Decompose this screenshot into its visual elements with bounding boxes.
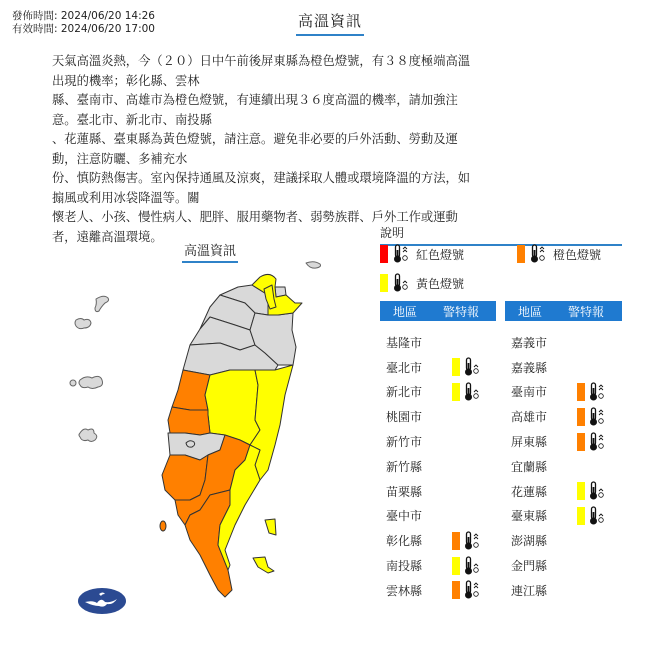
legend-red — [380, 244, 464, 264]
map-island-penghu-1[interactable] — [79, 376, 103, 388]
region-name: 新北市 — [386, 385, 423, 400]
thermometer-high-icon — [588, 382, 606, 402]
region-name: 宜蘭縣 — [511, 459, 548, 474]
warning-level-yellow — [452, 357, 487, 377]
header-warning: 警特報 — [568, 304, 605, 319]
description-line: 縣、臺南市、高雄市為橙色燈號，有連續出現３６度高溫的機率，請加強注意。臺北市、新北市、南投縣 — [52, 93, 458, 127]
region-row[interactable] — [386, 429, 496, 454]
region-row[interactable] — [511, 330, 621, 355]
region-name: 屏東縣 — [511, 435, 548, 450]
yellow-swatch — [452, 358, 460, 376]
warning-level-orange — [577, 432, 612, 452]
issued-time: 發佈時間: 2024/06/20 14:26 — [12, 10, 155, 22]
map-title: 高溫資訊 — [182, 240, 238, 263]
legend-orange — [517, 244, 601, 264]
map-island-penghu-2[interactable] — [70, 380, 76, 386]
orange-swatch — [452, 532, 460, 550]
region-row[interactable] — [386, 330, 496, 355]
map-island-kinmen-2[interactable] — [75, 319, 91, 329]
header-warning: 警特報 — [443, 304, 480, 319]
region-row[interactable] — [511, 553, 621, 578]
region-row[interactable] — [386, 479, 496, 504]
region-name: 花蓮縣 — [511, 484, 548, 499]
region-row[interactable] — [511, 578, 621, 603]
valid-time: 有效時間: 2024/06/20 17:00 — [12, 23, 155, 35]
region-name: 南投縣 — [386, 559, 423, 574]
region-row[interactable] — [511, 504, 621, 529]
region-name: 彰化縣 — [386, 534, 423, 549]
header-region: 地區 — [518, 304, 543, 319]
orange-swatch — [517, 245, 525, 263]
region-name: 新竹市 — [386, 435, 423, 450]
thermometer-icon — [463, 556, 481, 576]
map-island-matsu[interactable] — [306, 262, 321, 268]
yellow-swatch — [380, 274, 388, 292]
warning-level-orange — [577, 382, 612, 402]
region-name: 嘉義市 — [511, 335, 548, 350]
legend-title: 說明 — [380, 224, 622, 246]
warning-level-orange — [452, 531, 487, 551]
region-row[interactable] — [386, 355, 496, 380]
thermometer-icon — [463, 357, 481, 377]
region-row[interactable] — [511, 380, 621, 405]
region-row[interactable] — [386, 553, 496, 578]
legend-red-label: 紅色燈號 — [416, 247, 465, 262]
region-row[interactable] — [511, 404, 621, 429]
warning-level-yellow — [452, 556, 487, 576]
page-title: 高溫資訊 — [296, 10, 364, 36]
orange-swatch — [577, 408, 585, 426]
region-name: 雲林縣 — [386, 583, 423, 598]
map-region-changhua[interactable] — [172, 370, 210, 410]
warning-description — [52, 52, 482, 247]
yellow-swatch — [577, 507, 585, 525]
red-swatch — [380, 245, 388, 263]
description-line: 天氣高溫炎熱，今（２０）日中午前後屏東縣為橙色燈號，有３８度極端高溫出現的機率；彰化縣、雲林 — [52, 54, 471, 88]
thermometer-icon — [392, 273, 410, 293]
region-row[interactable] — [511, 429, 621, 454]
description-line: 懷老人、小孩、慢性病人、肥胖、服用藥物者、弱勢族群、戶外工作或運動者，遠離高溫環境。 — [52, 210, 458, 244]
warning-level-yellow — [452, 382, 487, 402]
region-row[interactable] — [386, 454, 496, 479]
thermometer-icon — [588, 481, 606, 501]
map-island-kinmen-1[interactable] — [95, 296, 109, 311]
map-island-green-island[interactable] — [265, 519, 276, 535]
region-row[interactable] — [511, 528, 621, 553]
region-row[interactable] — [386, 528, 496, 553]
region-name: 高雄市 — [511, 410, 548, 425]
taiwan-heat-map — [60, 255, 360, 635]
region-name: 桃園市 — [386, 410, 423, 425]
region-list-left — [386, 330, 496, 603]
yellow-swatch — [452, 557, 460, 575]
region-list-right — [511, 330, 621, 603]
description-line: 、花蓮縣、臺東縣為黃色燈號，請注意。避免非必要的戶外活動、勞動及運動，注意防曬、多補充水 — [52, 132, 458, 166]
thermometer-icon — [588, 506, 606, 526]
header-region: 地區 — [393, 304, 418, 319]
region-name: 連江縣 — [511, 583, 548, 598]
thermometer-high-icon — [588, 407, 606, 427]
region-row[interactable] — [386, 380, 496, 405]
table-header-right — [505, 301, 622, 321]
yellow-swatch — [452, 383, 460, 401]
map-region-chiayi-city[interactable] — [186, 441, 195, 447]
region-name: 苗栗縣 — [386, 484, 423, 499]
description-line: 份、慎防熱傷害。室內保持通風及涼爽，建議採取人體或環境降溫的方法，如搧風或利用冰袋降溫等。關 — [52, 171, 471, 205]
region-row[interactable] — [386, 404, 496, 429]
timestamps — [12, 10, 155, 36]
region-row[interactable] — [511, 454, 621, 479]
region-name: 臺東縣 — [511, 509, 548, 524]
orange-swatch — [452, 581, 460, 599]
map-island-orchid-island[interactable] — [253, 557, 274, 573]
thermometer-high-icon — [588, 432, 606, 452]
warning-level-orange — [577, 407, 612, 427]
orange-swatch — [577, 433, 585, 451]
region-row[interactable] — [511, 355, 621, 380]
table-header-left — [380, 301, 496, 321]
map-island-penghu-3[interactable] — [79, 429, 97, 442]
thermometer-high-icon — [463, 580, 481, 600]
warning-level-yellow — [577, 481, 612, 501]
map-island-xiaoliuqiu[interactable] — [160, 521, 166, 531]
thermometer-icon — [463, 382, 481, 402]
region-name: 基隆市 — [386, 335, 423, 350]
legend-orange-label: 橙色燈號 — [553, 247, 602, 262]
map-region-yunlin[interactable] — [168, 407, 210, 435]
thermometer-high-icon — [463, 531, 481, 551]
region-name: 臺中市 — [386, 509, 423, 524]
region-name: 新竹縣 — [386, 459, 423, 474]
warning-level-yellow — [577, 506, 612, 526]
thermometer-high-icon — [529, 244, 547, 264]
region-row[interactable] — [511, 479, 621, 504]
warning-level-orange — [452, 580, 487, 600]
region-row[interactable] — [386, 504, 496, 529]
legend-yellow-label: 黃色燈號 — [416, 276, 465, 291]
thermometer-high-icon — [392, 244, 410, 264]
region-name: 臺南市 — [511, 385, 548, 400]
region-name: 嘉義縣 — [511, 360, 548, 375]
legend-yellow — [380, 273, 464, 293]
region-name: 澎湖縣 — [511, 534, 548, 549]
cwa-logo — [78, 588, 126, 614]
orange-swatch — [577, 383, 585, 401]
region-row[interactable] — [386, 578, 496, 603]
region-name: 金門縣 — [511, 559, 548, 574]
yellow-swatch — [577, 482, 585, 500]
region-name: 臺北市 — [386, 360, 423, 375]
